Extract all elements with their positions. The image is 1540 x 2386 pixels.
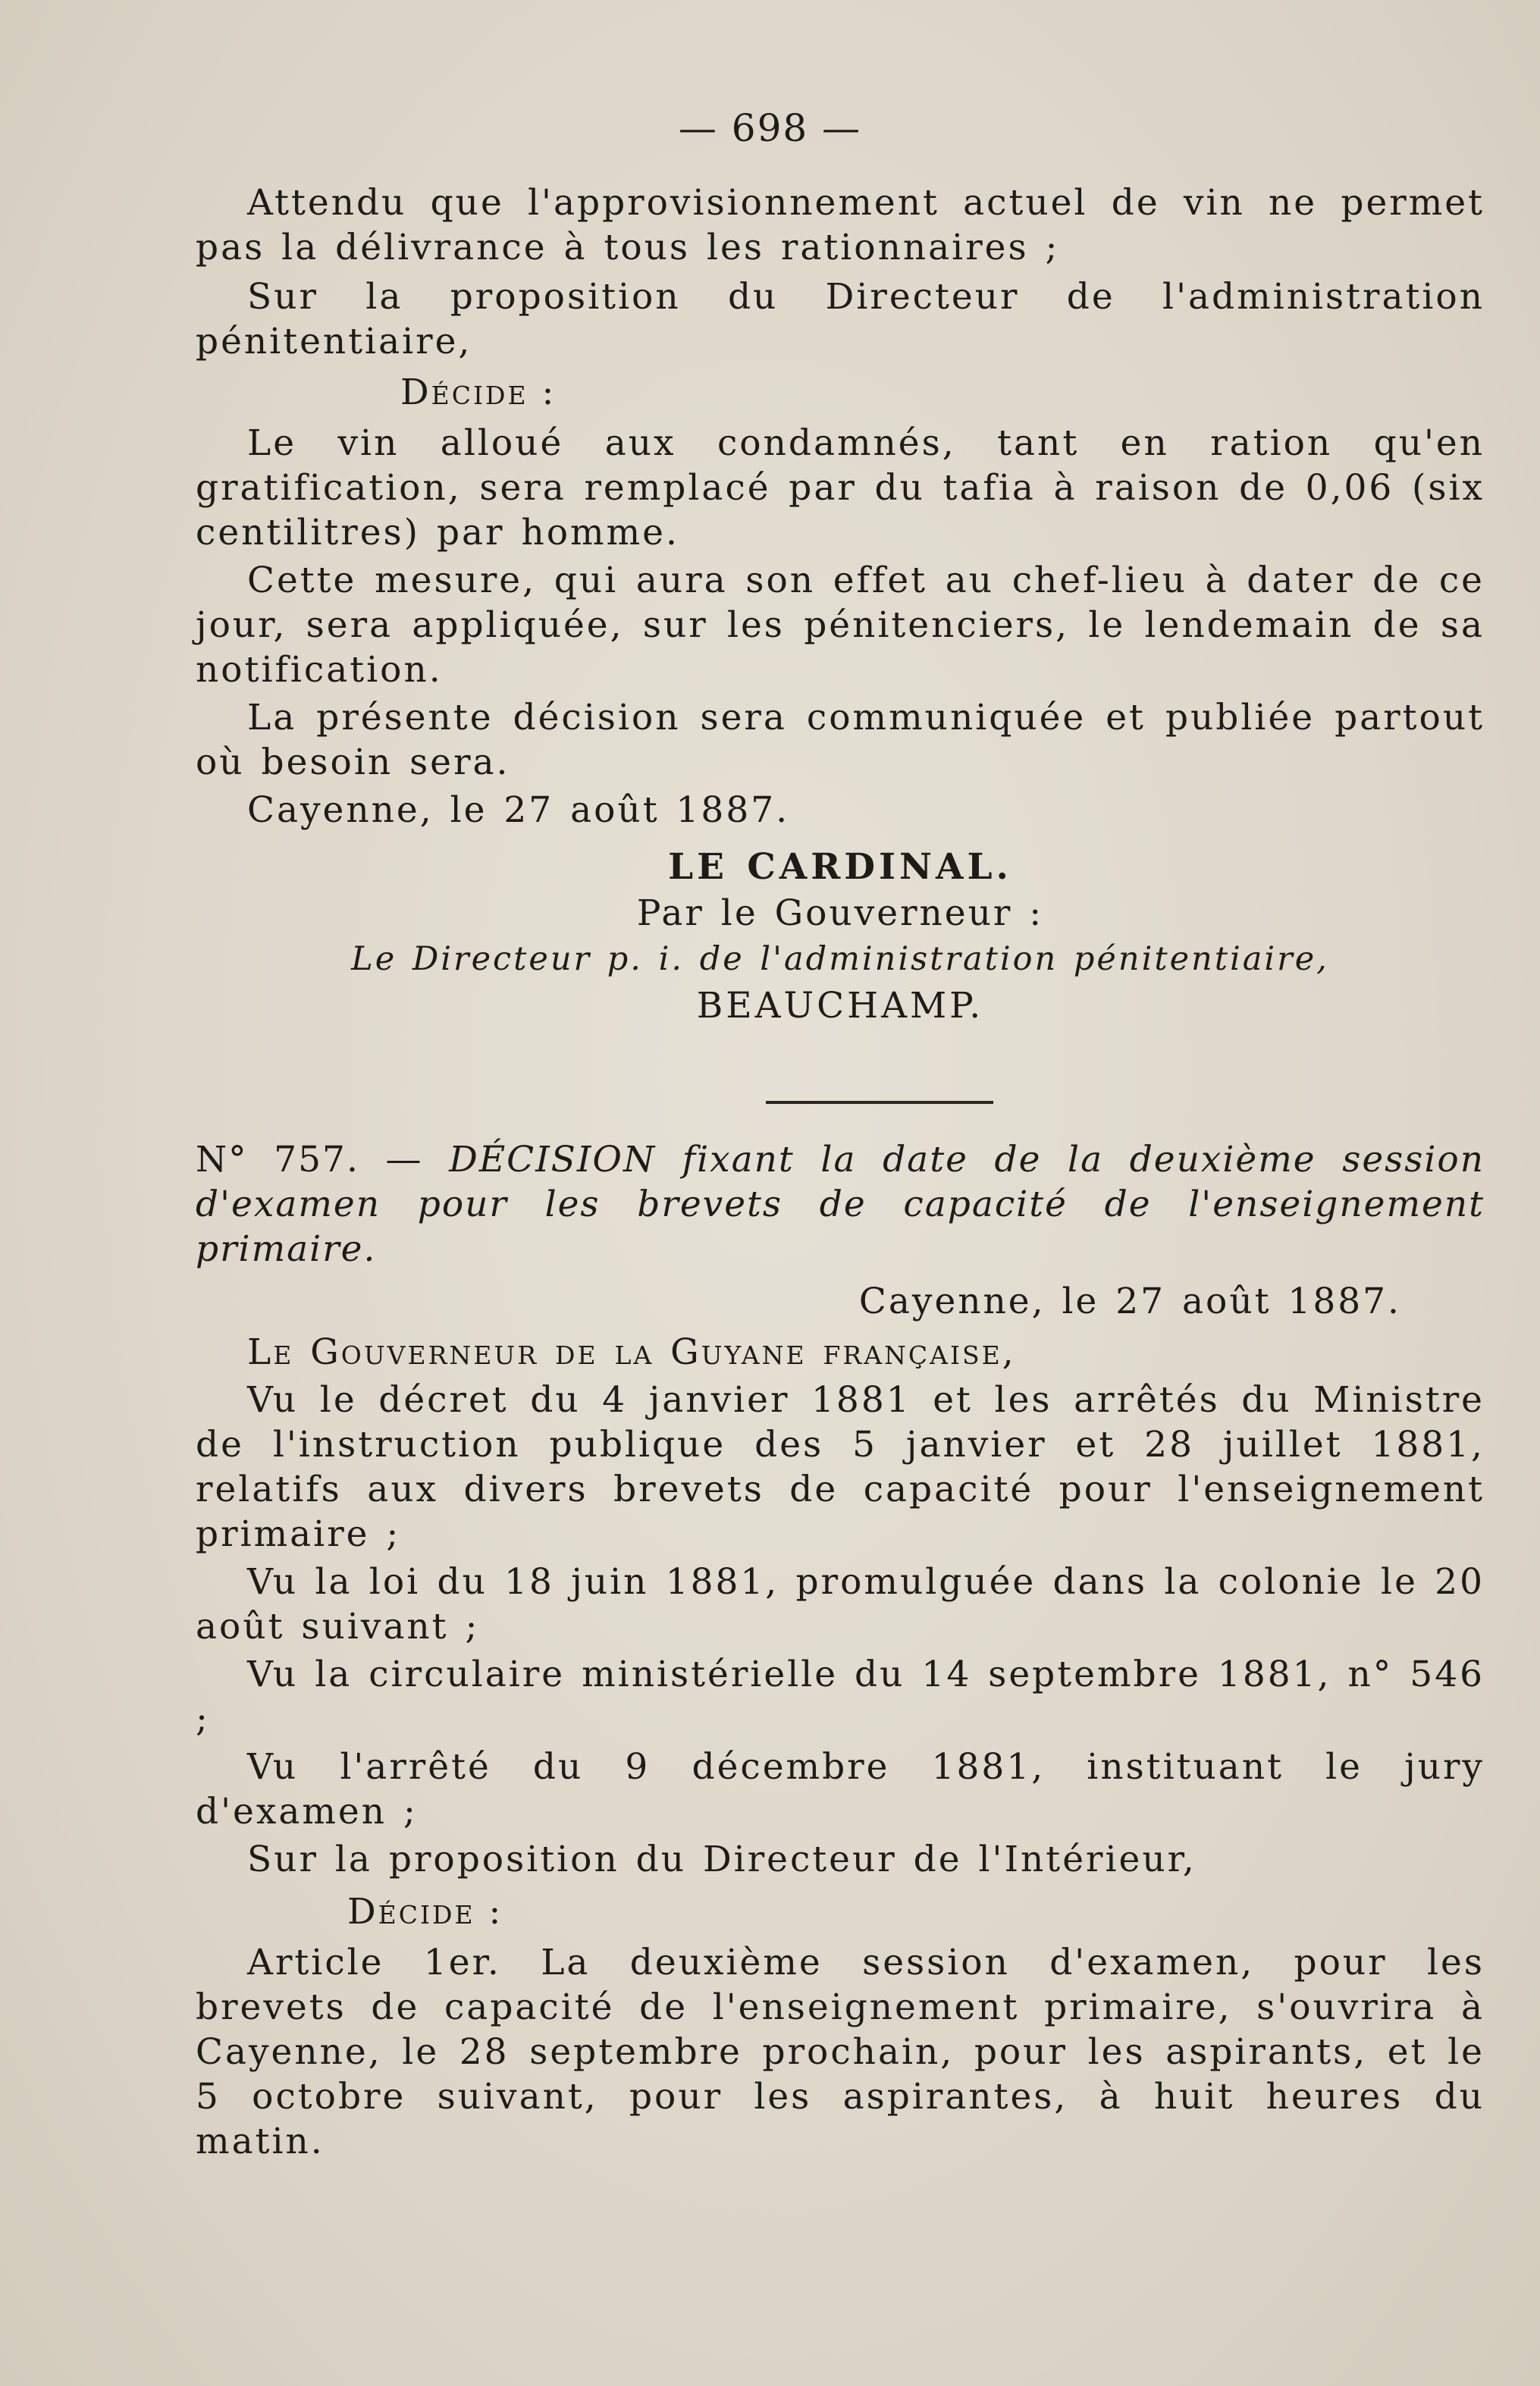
- vu-loi: Vu la loi du 18 juin 1881, promulguée dans la colonie le 20 août suivant ;: [196, 1561, 1485, 1648]
- decide-heading-2: Décide :: [347, 1891, 503, 1933]
- paragraph-publication: La présente décision sera communiquée et publiée partout où besoin sera.: [196, 697, 1485, 783]
- signature-governor: LE CARDINAL.: [668, 846, 1012, 888]
- director-name: BEAUCHAMP.: [696, 985, 984, 1027]
- paragraph-attendu: Attendu que l'approvisionnement actuel de vin ne permet pas la délivrance à tous les rationnaires ;: [196, 182, 1485, 268]
- sur-proposition: Sur la proposition du Directeur de l'Intérieur,: [247, 1839, 1197, 1880]
- decide-heading: Décide :: [400, 372, 557, 413]
- par-le-gouverneur: Par le Gouverneur :: [636, 892, 1044, 934]
- decision-number: N° 757. —: [196, 1139, 423, 1180]
- page-number: — 698 —: [678, 106, 862, 150]
- vu-arrete: Vu l'arrêté du 9 décembre 1881, instituant le jury d'examen ;: [196, 1746, 1485, 1833]
- governor-intro: Le Gouverneur de la Guyane française,: [247, 1331, 1016, 1373]
- article-1: Article 1er. La deuxième session d'examen, pour les brevets de capacité de l'enseignement primaire, s'ouvrira à Cayenne, le 28 septembre prochain, pour les aspirants, et le 5 octobre suivant, pour les aspirantes, à huit heures du matin.: [196, 1942, 1485, 2162]
- decision-date: Cayenne, le 27 août 1887.: [858, 1281, 1401, 1322]
- vu-decret: Vu le décret du 4 janvier 1881 et les arrêtés du Ministre de l'instruction publique des 5 janvier et 28 juillet 1881, relatifs aux divers brevets de capacité pour l'enseignement primaire ;: [196, 1379, 1485, 1555]
- vu-circulaire: Vu la circulaire ministérielle du 14 septembre 1881, n° 546 ;: [196, 1654, 1485, 1740]
- decision-header: [196, 1137, 1485, 1271]
- paragraph-vin: Le vin alloué aux condamnés, tant en ration qu'en gratification, sera remplacé par du tafia à raison de 0,06 (six centilitres) par homme.: [196, 422, 1485, 553]
- paragraph-proposition: Sur la proposition du Directeur de l'administration pénitentiaire,: [196, 276, 1485, 362]
- director-title: Le Directeur p. i. de l'administration pénitentiaire,: [351, 940, 1329, 978]
- paragraph-mesure: Cette mesure, qui aura son effet au chef-lieu à dater de ce jour, sera appliquée, sur les pénitenciers, le lendemain de sa notification.: [196, 560, 1485, 691]
- decision-continued: [196, 180, 1485, 1028]
- separator-rule: [766, 1101, 993, 1104]
- decision-title: DÉCISION fixant la date de la deuxième session d'examen pour les brevets de capacité de l'enseignement primaire.: [196, 1139, 1485, 1270]
- date-line: Cayenne, le 27 août 1887.: [247, 789, 790, 831]
- decision-757: [196, 1137, 1485, 2164]
